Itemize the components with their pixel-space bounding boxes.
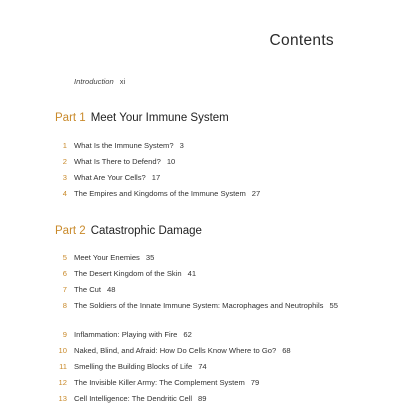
chapter-page: 41 bbox=[187, 269, 197, 278]
chapter-number: 6 bbox=[62, 269, 67, 278]
chapter-number: 7 bbox=[62, 285, 67, 294]
chapter-title-text: The Empires and Kingdoms of the Immune System bbox=[74, 189, 246, 198]
chapter-title bbox=[74, 394, 344, 404]
introduction-page: xi bbox=[119, 77, 126, 86]
chapter-number: 3 bbox=[62, 173, 67, 182]
chapter-title-text: Inflammation: Playing with Fire bbox=[74, 330, 178, 339]
chapter-title bbox=[74, 253, 344, 263]
chapter-title-text: Naked, Blind, and Afraid: How Do Cells Know Where to Go? bbox=[74, 346, 277, 355]
chapter-title-text: Meet Your Enemies bbox=[74, 253, 140, 262]
introduction-title: Introduction bbox=[74, 77, 114, 86]
chapter-number: 13 bbox=[58, 394, 67, 403]
chapter-title bbox=[74, 173, 344, 183]
chapter-title-text: The Cut bbox=[74, 285, 102, 294]
part-2-title: Catastrophic Damage bbox=[90, 225, 202, 237]
introduction-entry bbox=[74, 77, 125, 86]
chapter-number: 12 bbox=[58, 378, 67, 387]
chapter-page: 62 bbox=[183, 330, 192, 339]
chapter-number: 2 bbox=[62, 157, 67, 166]
chapter-page: 17 bbox=[151, 173, 161, 182]
part-2-heading bbox=[55, 225, 202, 237]
chapter-page: 27 bbox=[251, 189, 261, 198]
chapter-title-text: What Is There to Defend? bbox=[74, 157, 161, 166]
chapter-title bbox=[74, 330, 344, 340]
chapter-title bbox=[74, 362, 344, 372]
chapter-page: 3 bbox=[179, 141, 184, 150]
chapter-title-text: What Are Your Cells? bbox=[74, 173, 146, 182]
chapter-number: 11 bbox=[59, 362, 67, 371]
chapter-title bbox=[74, 269, 344, 279]
part-1-label: Part 1 bbox=[55, 112, 86, 124]
chapter-page: 35 bbox=[145, 253, 155, 262]
chapter-title bbox=[74, 378, 344, 388]
part-1-heading bbox=[55, 112, 229, 124]
chapter-number: 4 bbox=[62, 189, 67, 198]
chapter-number: 8 bbox=[62, 301, 67, 310]
chapter-title bbox=[74, 157, 344, 167]
chapter-page: 68 bbox=[282, 346, 291, 355]
chapter-number: 1 bbox=[62, 141, 67, 150]
chapter-title-text: What Is the Immune System? bbox=[74, 141, 174, 150]
chapter-title bbox=[74, 141, 344, 151]
chapter-title-text: The Soldiers of the Innate Immune System: Macrophages and Neutrophils bbox=[74, 301, 324, 310]
chapter-title-text: The Invisible Killer Army: The Complement System bbox=[74, 378, 245, 387]
chapter-title bbox=[74, 285, 344, 295]
chapter-title-text: Cell Intelligence: The Dendritic Cell bbox=[74, 394, 193, 403]
chapter-number: 5 bbox=[62, 253, 67, 262]
part-2-label: Part 2 bbox=[55, 225, 86, 237]
chapter-number: 9 bbox=[62, 330, 67, 339]
chapter-page: 10 bbox=[166, 157, 176, 166]
chapter-page: 79 bbox=[250, 378, 260, 387]
chapter-page: 48 bbox=[107, 285, 116, 294]
chapter-title bbox=[74, 346, 344, 356]
chapter-title-text: Smelling the Building Blocks of Life bbox=[74, 362, 193, 371]
part-1-title: Meet Your Immune System bbox=[90, 112, 229, 124]
chapter-title bbox=[74, 301, 344, 311]
chapter-title bbox=[74, 189, 344, 199]
chapter-page: 89 bbox=[198, 394, 207, 403]
chapter-page: 74 bbox=[198, 362, 207, 371]
chapter-title-text: The Desert Kingdom of the Skin bbox=[74, 269, 182, 278]
chapter-number: 10 bbox=[58, 346, 67, 355]
page-title: Contents bbox=[269, 32, 334, 49]
chapter-page: 55 bbox=[329, 301, 338, 310]
